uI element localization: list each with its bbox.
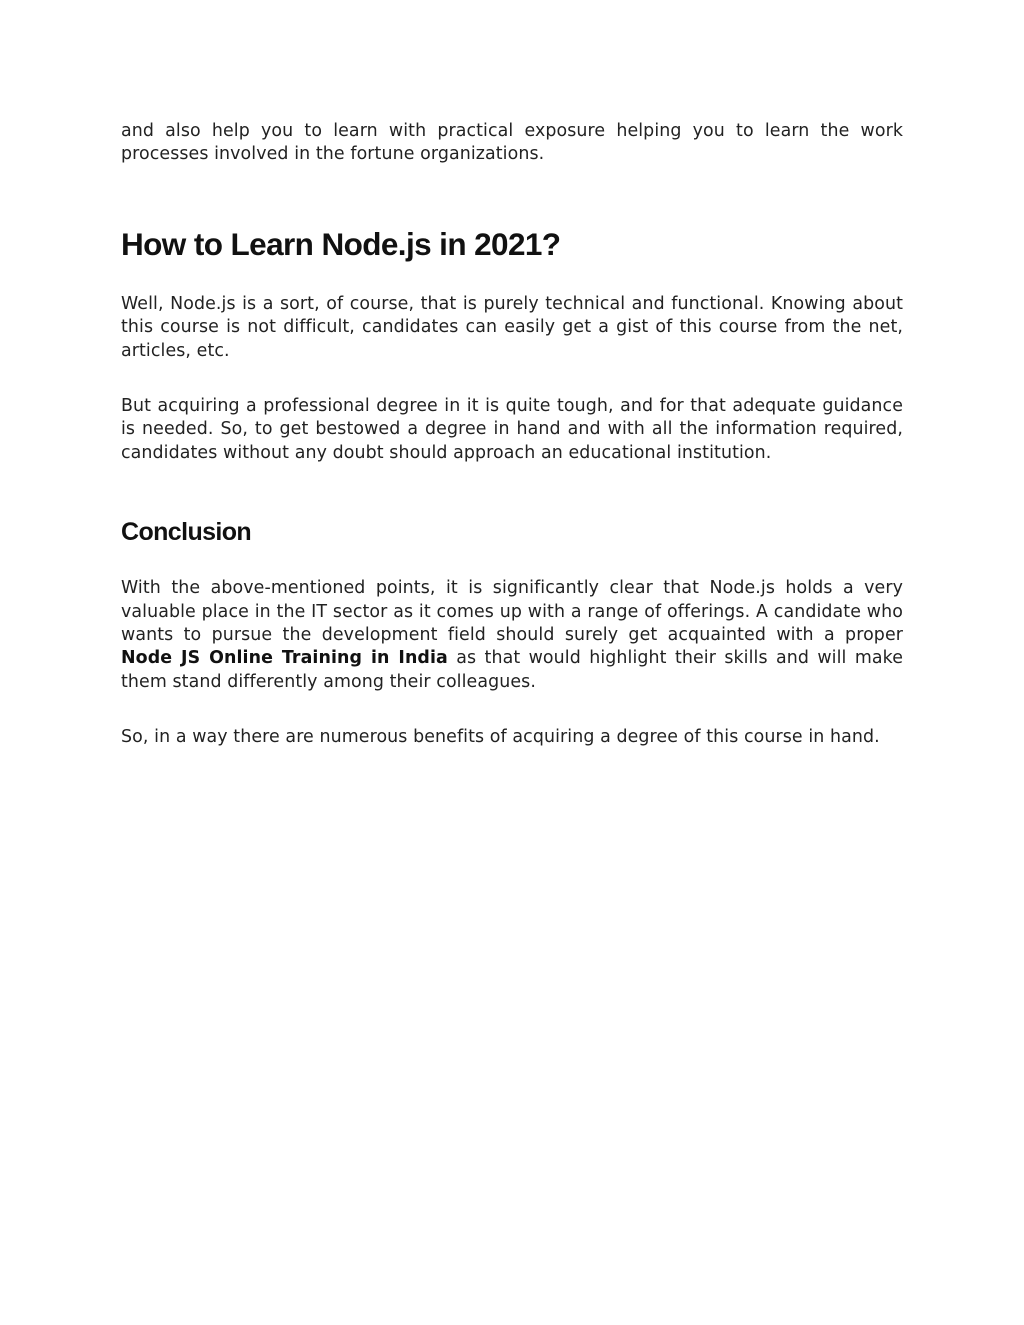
training-link-text[interactable]: Node JS Online Training in India [121, 648, 448, 669]
document-page [121, 120, 903, 750]
conclusion-text-before-link: With the above-mentioned points, it is significantly clear that Node.js holds a very valuable place in the IT sector as it comes up with a range of offerings. A candidate who wants to pursue the development field should surely get acquainted with a proper [121, 578, 903, 646]
section-heading-how-to-learn: How to Learn Node.js in 2021? [121, 225, 561, 262]
conclusion-heading: Conclusion [121, 518, 252, 547]
conclusion-paragraph-2: So, in a way there are numerous benefits of acquiring a degree of this course in hand. [121, 727, 880, 748]
conclusion-text-after-link: as that would highlight their skills and will make them stand differently among their colleagues. [121, 648, 903, 692]
section1-paragraph-2: But acquiring a professional degree in it is quite tough, and for that adequate guidance is needed. So, to get bestowed a degree in hand and with all the information required, candidates without any doubt should approach an educational institution. [121, 396, 903, 463]
section1-paragraph-1: Well, Node.js is a sort, of course, that is purely technical and functional. Knowing about this course is not difficult, candidates can easily get a gist of this course from the net, articles, etc. [121, 293, 903, 361]
conclusion-paragraph-1 [121, 577, 903, 694]
intro-paragraph: and also help you to learn with practical exposure helping you to learn the work processes involved in the fortune organizations. [121, 121, 903, 165]
